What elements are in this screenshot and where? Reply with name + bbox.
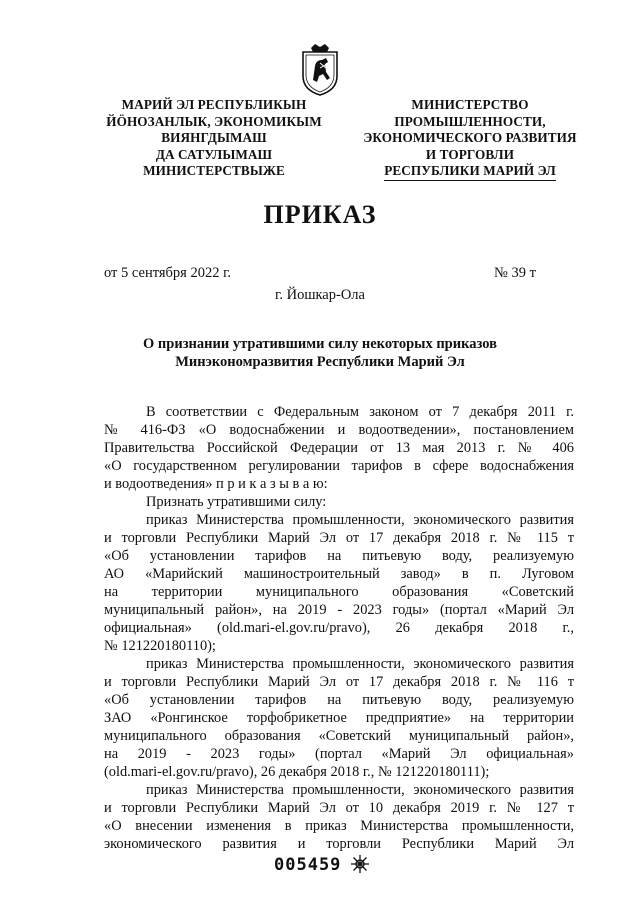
body-line: и торговли Республики Марий Эл от 17 декабря 2018 г. № 115 т xyxy=(104,530,574,546)
header-right-line: ПРОМЫШЛЕННОСТИ, xyxy=(394,113,546,129)
document-number: № 39 т xyxy=(494,265,536,281)
body-line: приказ Министерства промышленности, экономического развития xyxy=(146,512,574,528)
document-subject xyxy=(0,335,640,371)
body-line: «Об установлении тарифов на питьевую воду, реализуемую xyxy=(104,692,574,708)
header-left-line: МАРИЙ ЭЛ РЕСПУБЛИКЫН xyxy=(121,97,307,112)
body-line: приказ Министерства промышленности, экономического развития xyxy=(146,782,574,798)
body-line: (old.mari-el.gov.ru/pravo), 26 декабря 2018 г., № 121220180111); xyxy=(104,764,490,780)
body-line: № 416-ФЗ «О водоснабжении и водоотведении», постановлением xyxy=(104,422,574,438)
body-line: «Об установлении тарифов на питьевую воду, реализуемую xyxy=(104,548,574,564)
header-left-line: ДА САТУЛЫМАШ xyxy=(155,146,273,162)
subject-line: Минэкономразвития Республики Марий Эл xyxy=(175,354,465,370)
header-right-line: РЕСПУБЛИКИ МАРИЙ ЭЛ xyxy=(384,163,556,181)
subject-line: О признании утратившими силу некоторых приказов xyxy=(143,336,497,352)
header-left-line: ВИЯНГДЫМАШ xyxy=(161,130,267,145)
document-date: от 5 сентября 2022 г. xyxy=(104,265,232,281)
body-line: муниципальный район», на 2019 - 2023 годы» (портал «Марий Эл xyxy=(104,602,574,618)
body-line: муниципального образования «Советский муниципальный район», xyxy=(104,728,574,744)
body-line: на 2019 - 2023 годы» (портал «Марий Эл официальная» xyxy=(104,746,574,762)
body-line: официальная» (old.mari-el.gov.ru/pravo), 26 декабря 2018 г., xyxy=(104,620,574,636)
body-line: «О внесении изменения в приказ Министерства промышленности, xyxy=(104,818,574,834)
body-line: Признать утратившими силу: xyxy=(146,494,327,510)
document-city: г. Йошкар-Ола xyxy=(275,287,365,303)
body-line: и торговли Республики Марий Эл от 10 декабря 2019 г. № 127 т xyxy=(104,800,574,816)
document-title: ПРИКАЗ xyxy=(263,200,377,229)
body-line: и торговли Республики Марий Эл от 17 декабря 2018 г. № 116 т xyxy=(104,674,574,690)
body-line: ЗАО «Ронгинское торфобрикетное предприятие» на территории xyxy=(104,710,574,726)
header-left-line: ЙÖНОЗАНЛЫК, ЭКОНОМИКЫМ xyxy=(106,113,322,129)
body-line: приказ Министерства промышленности, экономического развития xyxy=(146,656,574,672)
header-left-ministry-mari xyxy=(104,97,324,180)
header-right-line: ЭКОНОМИЧЕСКОГО РАЗВИТИЯ xyxy=(363,130,577,145)
body-line: Правительства Российской Федерации от 13 мая 2013 г. № 406 xyxy=(104,440,574,456)
body-line: и водоотведения» п р и к а з ы в а ю: xyxy=(104,476,328,492)
body-line: АО «Марийский машиностроительный завод» в п. Луговом xyxy=(104,566,574,582)
body-line: экономического развития и торговли Республики Марий Эл xyxy=(104,836,574,852)
serial-number: 005459 xyxy=(274,855,342,875)
body-line: № 121220180110); xyxy=(104,638,216,654)
header-left-line: МИНИСТЕРСТВЫЖЕ xyxy=(143,163,285,178)
ornament-star-icon xyxy=(348,852,372,876)
coat-of-arms-icon xyxy=(297,42,343,96)
header-right-line: МИНИСТЕРСТВО xyxy=(411,97,529,112)
body-line: В соответствии с Федеральным законом от 7 декабря 2011 г. xyxy=(146,404,574,420)
body-line: «О государственном регулировании тарифов в сфере водоснабжения xyxy=(104,458,574,474)
body-line: на территории муниципального образования «Советский xyxy=(104,584,574,600)
header-right-ministry-ru xyxy=(350,97,590,181)
header-right-line: И ТОРГОВЛИ xyxy=(425,146,515,162)
